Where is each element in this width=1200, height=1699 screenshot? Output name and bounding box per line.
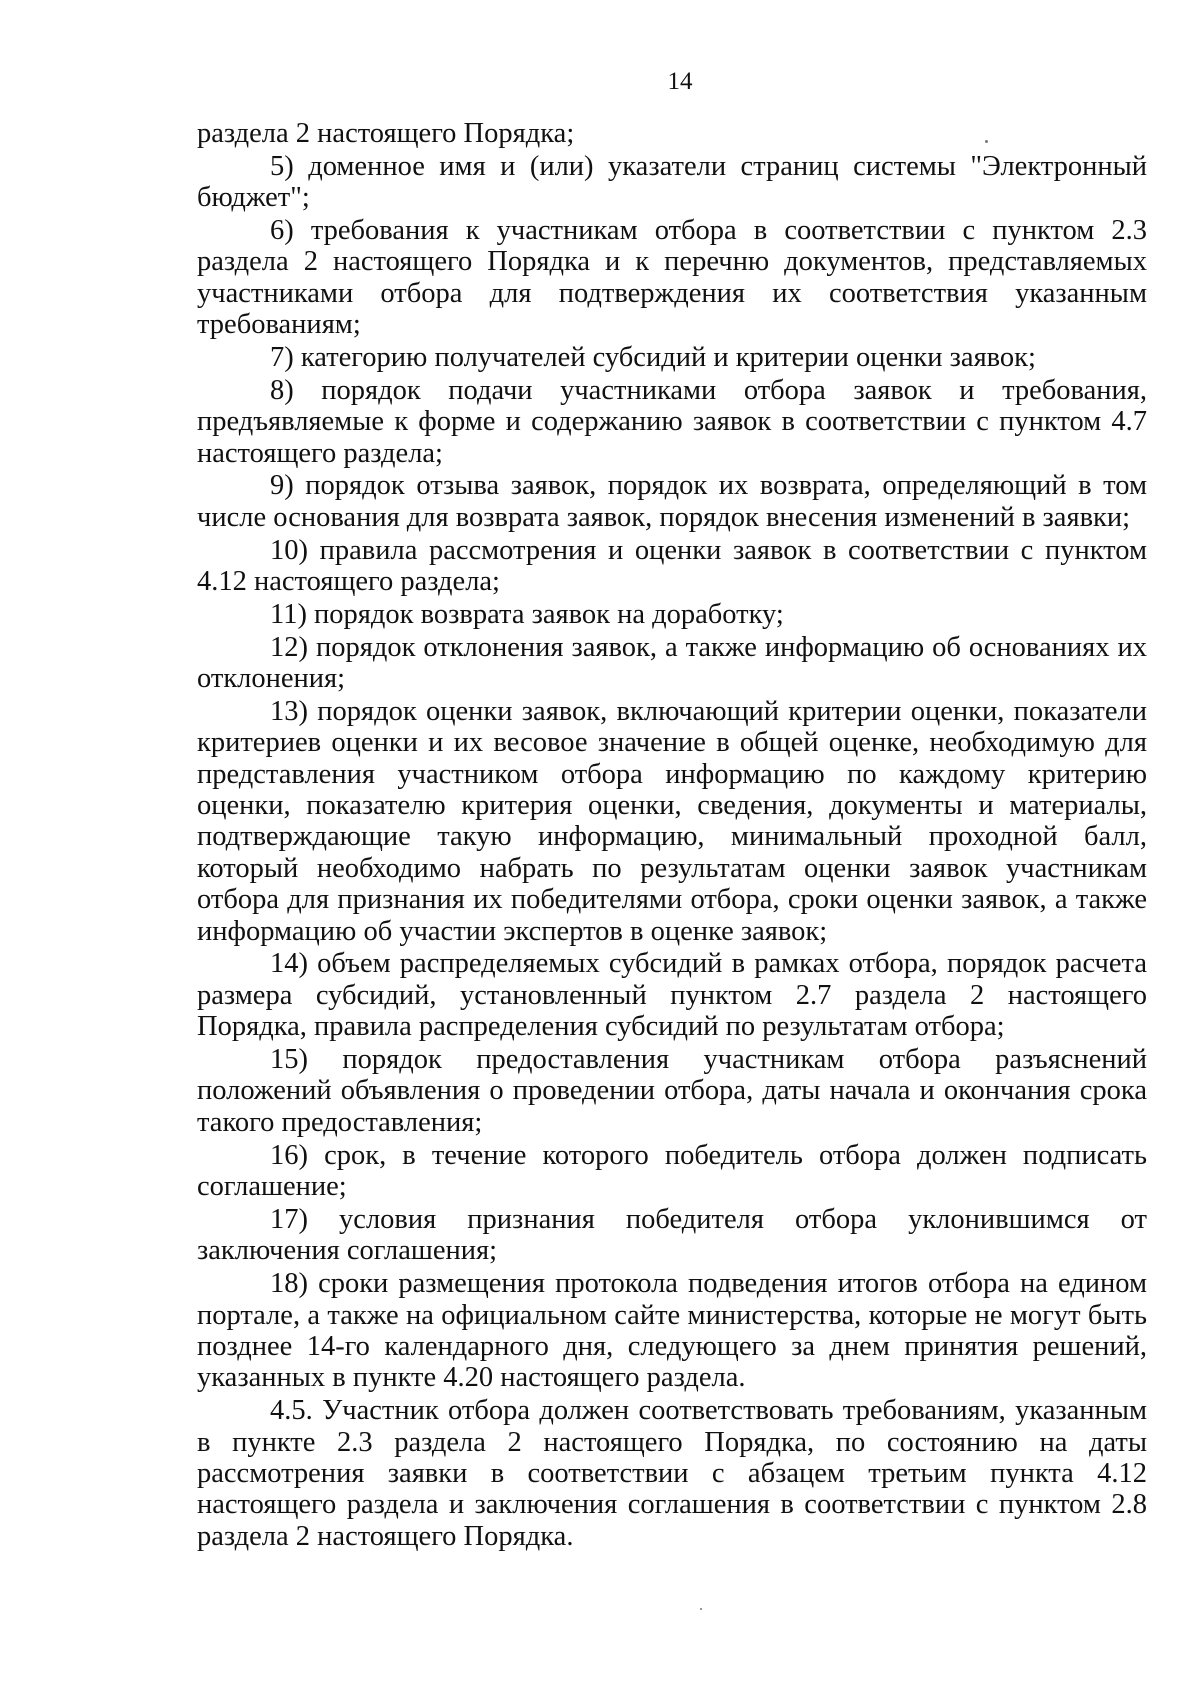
list-item-14: 14) объем распределяемых субсидий в рамках отбора, порядок расчета размера субсидий, установленный пунктом 2.7 раздела 2 настоящего Порядка, правила распределения субсидий по результатам отбора; xyxy=(197,948,1147,1043)
list-item-5: 5) доменное имя и (или) указатели страниц системы "Электронный бюджет"; xyxy=(197,150,1147,214)
list-item-10: 10) правила рассмотрения и оценки заявок в соответствии с пунктом 4.12 настоящего раздела; xyxy=(197,534,1147,598)
list-item-9: 9) порядок отзыва заявок, порядок их возврата, определяющий в том числе основания для возврата заявок, порядок внесения изменений в заявки; xyxy=(197,470,1147,533)
list-item-6: 6) требования к участникам отбора в соответствии с пунктом 2.3 раздела 2 настоящего Порядка и к перечню документов, представляемых участниками отбора для подтверждения их соответствия указанным требованиям; xyxy=(197,215,1147,341)
list-item-11: 11) порядок возврата заявок на доработку; xyxy=(270,598,784,630)
paragraph-continuation: раздела 2 настоящего Порядка; xyxy=(197,118,575,149)
page-number: 14 xyxy=(667,68,693,95)
scan-artifact-dot xyxy=(985,140,988,143)
list-item-13: 13) порядок оценки заявок, включающий критерии оценки, показатели критериев оценки и их весовое значение в общей оценке, необходимую для представления участником отбора информацию по каждому критерию оценки, показателю критерия оценки, сведения, документы и материалы, подтверждающие такую информацию, минимальный проходной балл, который необходимо набрать по результатам оценки заявок участникам отбора для признания их победителями отбора, сроки оценки заявок, а также информацию об участии экспертов в оценке заявок; xyxy=(197,695,1147,947)
list-item-8: 8) порядок подачи участниками отбора заявок и требования, предъявляемые к форме и содержанию заявок в соответствии с пунктом 4.7 настоящего раздела; xyxy=(197,374,1147,469)
list-item-7: 7) категорию получателей субсидий и критерии оценки заявок; xyxy=(270,342,1036,374)
list-item-16: 16) срок, в течение которого победитель отбора должен подписать соглашение; xyxy=(197,1139,1147,1203)
scan-artifact-dot xyxy=(700,1608,702,1610)
document-body xyxy=(197,118,1147,1554)
section-paragraph-4-5: 4.5. Участник отбора должен соответствовать требованиям, указанным в пункте 2.3 раздела 2 настоящего Порядка, по состоянию на даты рассмотрения заявки в соответствии с абзацем третьим пункта 4.12 настоящего раздела и заключения соглашения в соответствии с пунктом 2.8 раздела 2 настоящего Порядка. xyxy=(197,1395,1147,1552)
list-item-15: 15) порядок предоставления участникам отбора разъяснений положений объявления о проведении отбора, даты начала и окончания срока такого предоставления; xyxy=(197,1044,1147,1138)
list-item-18: 18) сроки размещения протокола подведения итогов отбора на едином портале, а также на официальном сайте министерства, которые не могут быть позднее 14-го календарного дня, следующего за днем принятия решений, указанных в пункте 4.20 настоящего раздела. xyxy=(197,1268,1147,1394)
list-item-12: 12) порядок отклонения заявок, а также информацию об основаниях их отклонения; xyxy=(197,631,1147,695)
list-item-17: 17) условия признания победителя отбора уклонившимся от заключения соглашения; xyxy=(197,1203,1147,1267)
